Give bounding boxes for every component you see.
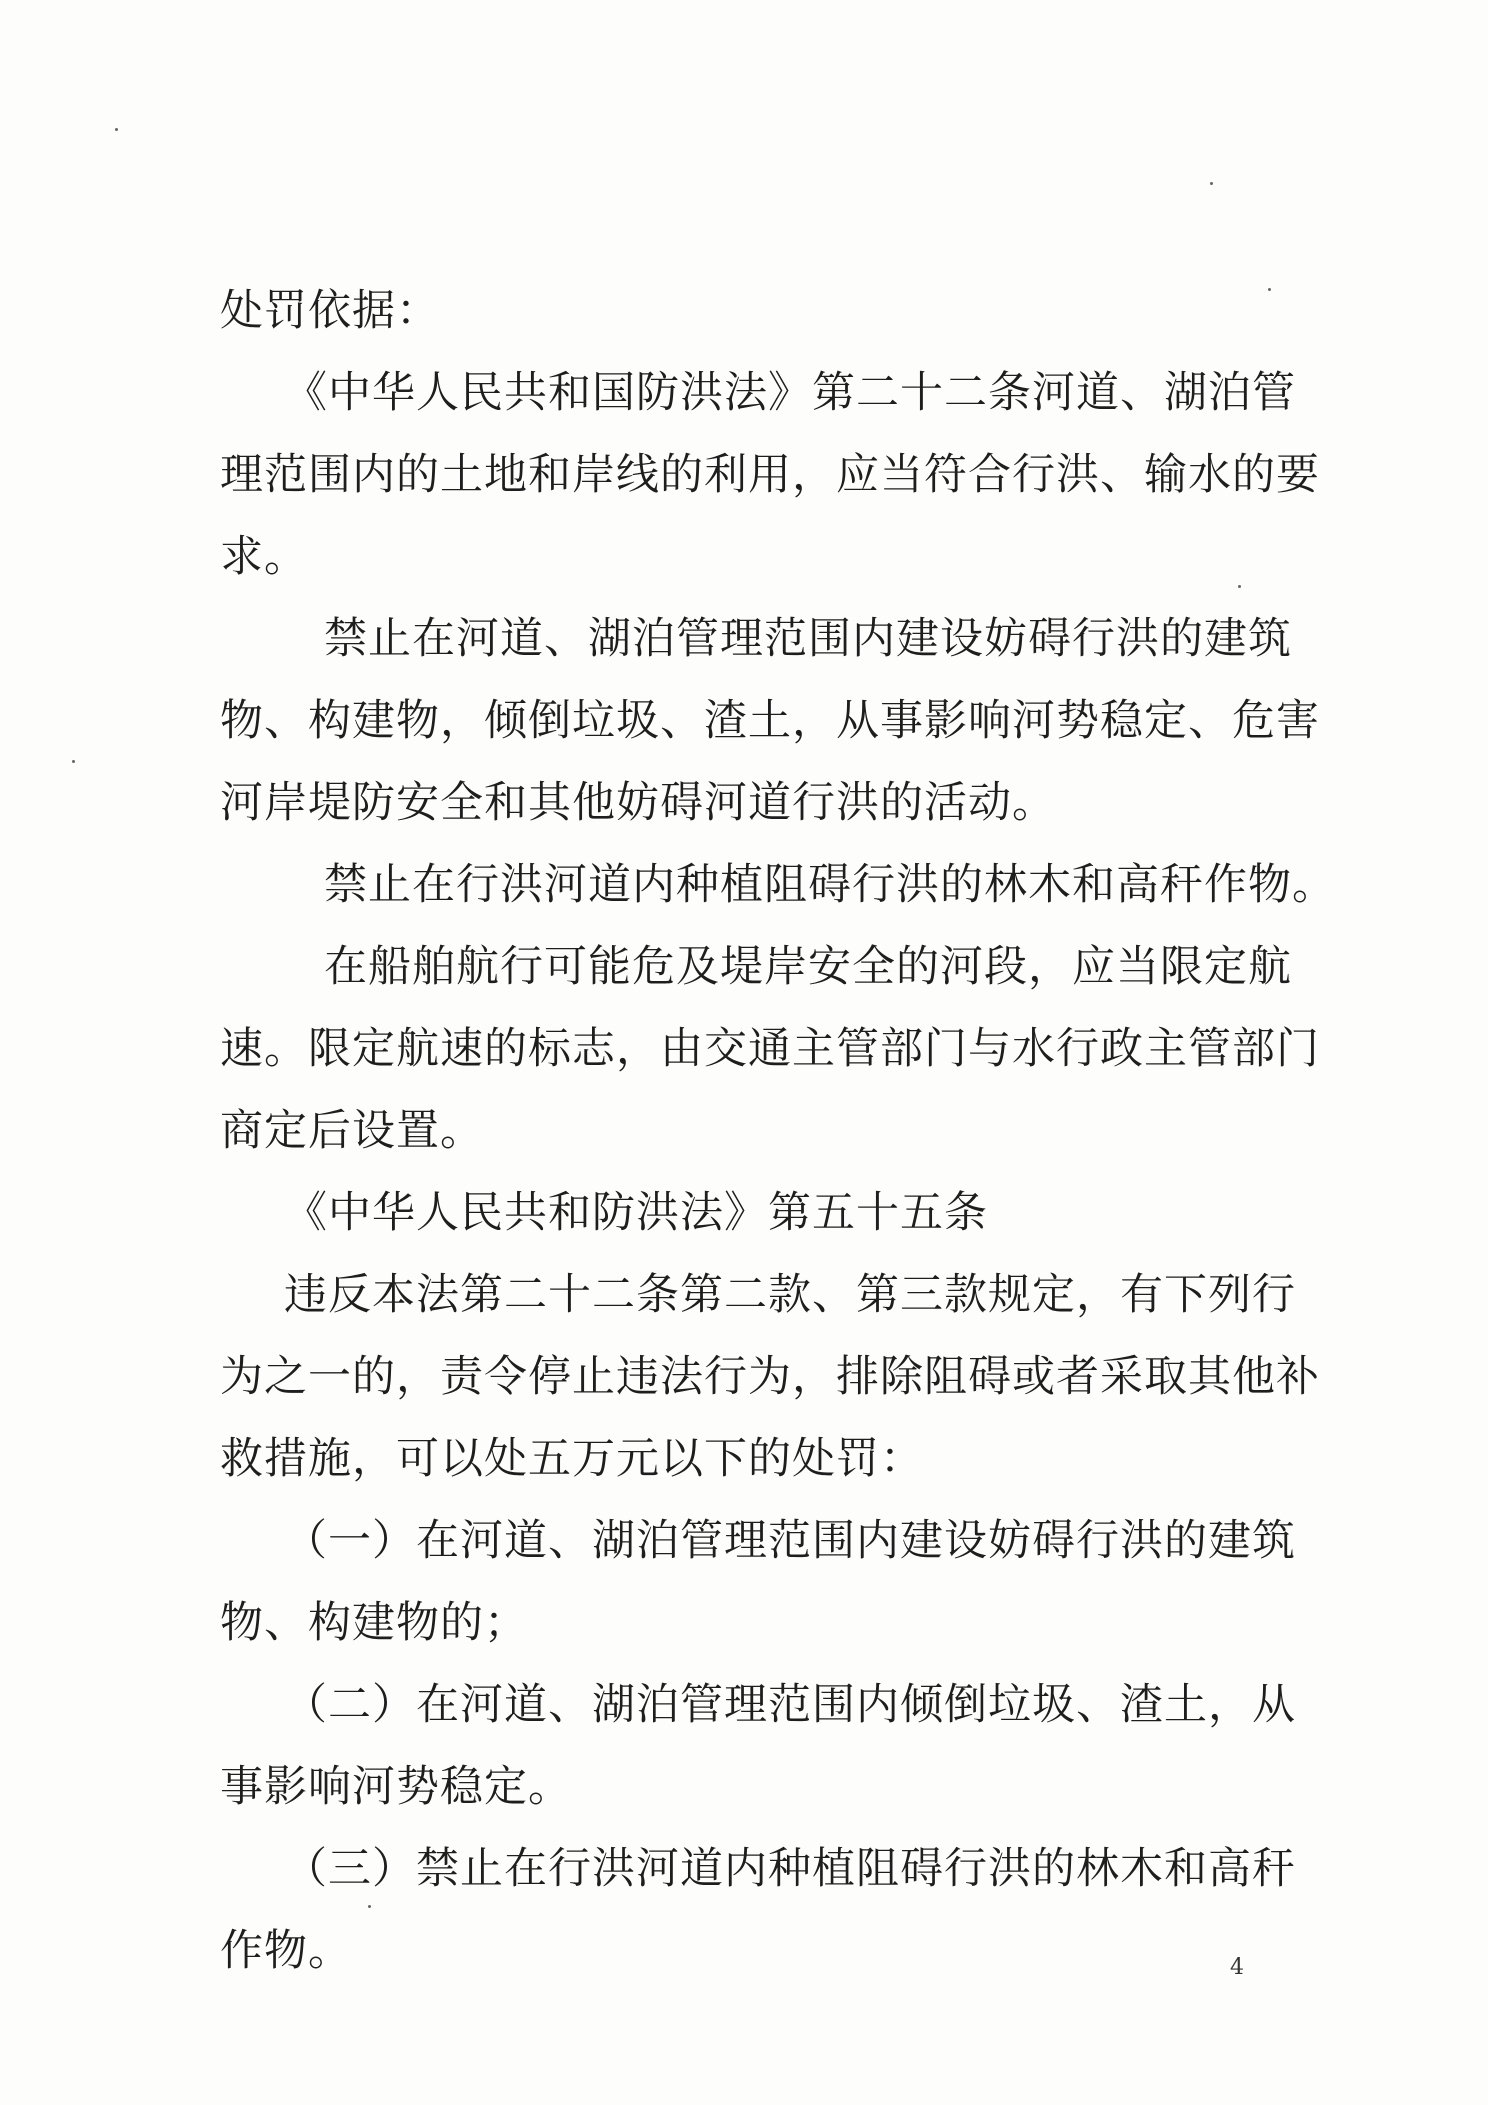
paragraph-line: 禁止在河道、湖泊管理范围内建设妨碍行洪的建筑 [324, 614, 1292, 664]
page-number: 4 [1230, 1955, 1244, 1980]
paragraph-line: 《中华人民共和国防洪法》第二十二条河道、湖泊管 [284, 368, 1296, 418]
document-body [220, 270, 1336, 1992]
paragraph-line: 在船舶航行可能危及堤岸安全的河段，应当限定航 [324, 942, 1292, 992]
paragraph-line: 救措施，可以处五万元以下的处罚： [220, 1434, 924, 1484]
paragraph-line: 禁止在行洪河道内种植阻碍行洪的林木和高秆作物。 [324, 860, 1336, 910]
scan-speck [72, 760, 75, 763]
paragraph-line: 理范围内的土地和岸线的利用，应当符合行洪、输水的要 [220, 450, 1320, 500]
section-heading: 处罚依据： [220, 286, 440, 336]
list-item-line: 事影响河势稳定。 [220, 1762, 572, 1812]
scan-speck [1238, 585, 1241, 588]
paragraph-line: 为之一的，责令停止违法行为，排除阻碍或者采取其他补 [220, 1352, 1320, 1402]
paragraph-line: 商定后设置。 [220, 1106, 484, 1156]
list-item-line: 物、构建物的； [220, 1598, 528, 1648]
paragraph-line: 物、构建物，倾倒垃圾、渣土，从事影响河势稳定、危害 [220, 696, 1320, 746]
scan-speck [1268, 288, 1271, 291]
article-heading: 《中华人民共和防洪法》第五十五条 [284, 1188, 988, 1238]
list-item-line: （一）在河道、湖泊管理范围内建设妨碍行洪的建筑 [284, 1516, 1296, 1566]
paragraph-line: 违反本法第二十二条第二款、第三款规定，有下列行 [284, 1270, 1296, 1320]
scan-speck [115, 128, 118, 131]
paragraph-line: 速。限定航速的标志，由交通主管部门与水行政主管部门 [220, 1024, 1320, 1074]
list-item-line: （二）在河道、湖泊管理范围内倾倒垃圾、渣土，从 [284, 1680, 1296, 1730]
paragraph-line: 河岸堤防安全和其他妨碍河道行洪的活动。 [220, 778, 1056, 828]
list-item-line: 作物。 [220, 1926, 352, 1976]
paragraph-line: 求。 [220, 532, 308, 582]
scan-speck [1210, 182, 1213, 185]
list-item-line: （三）禁止在行洪河道内种植阻碍行洪的林木和高秆 [284, 1844, 1296, 1894]
